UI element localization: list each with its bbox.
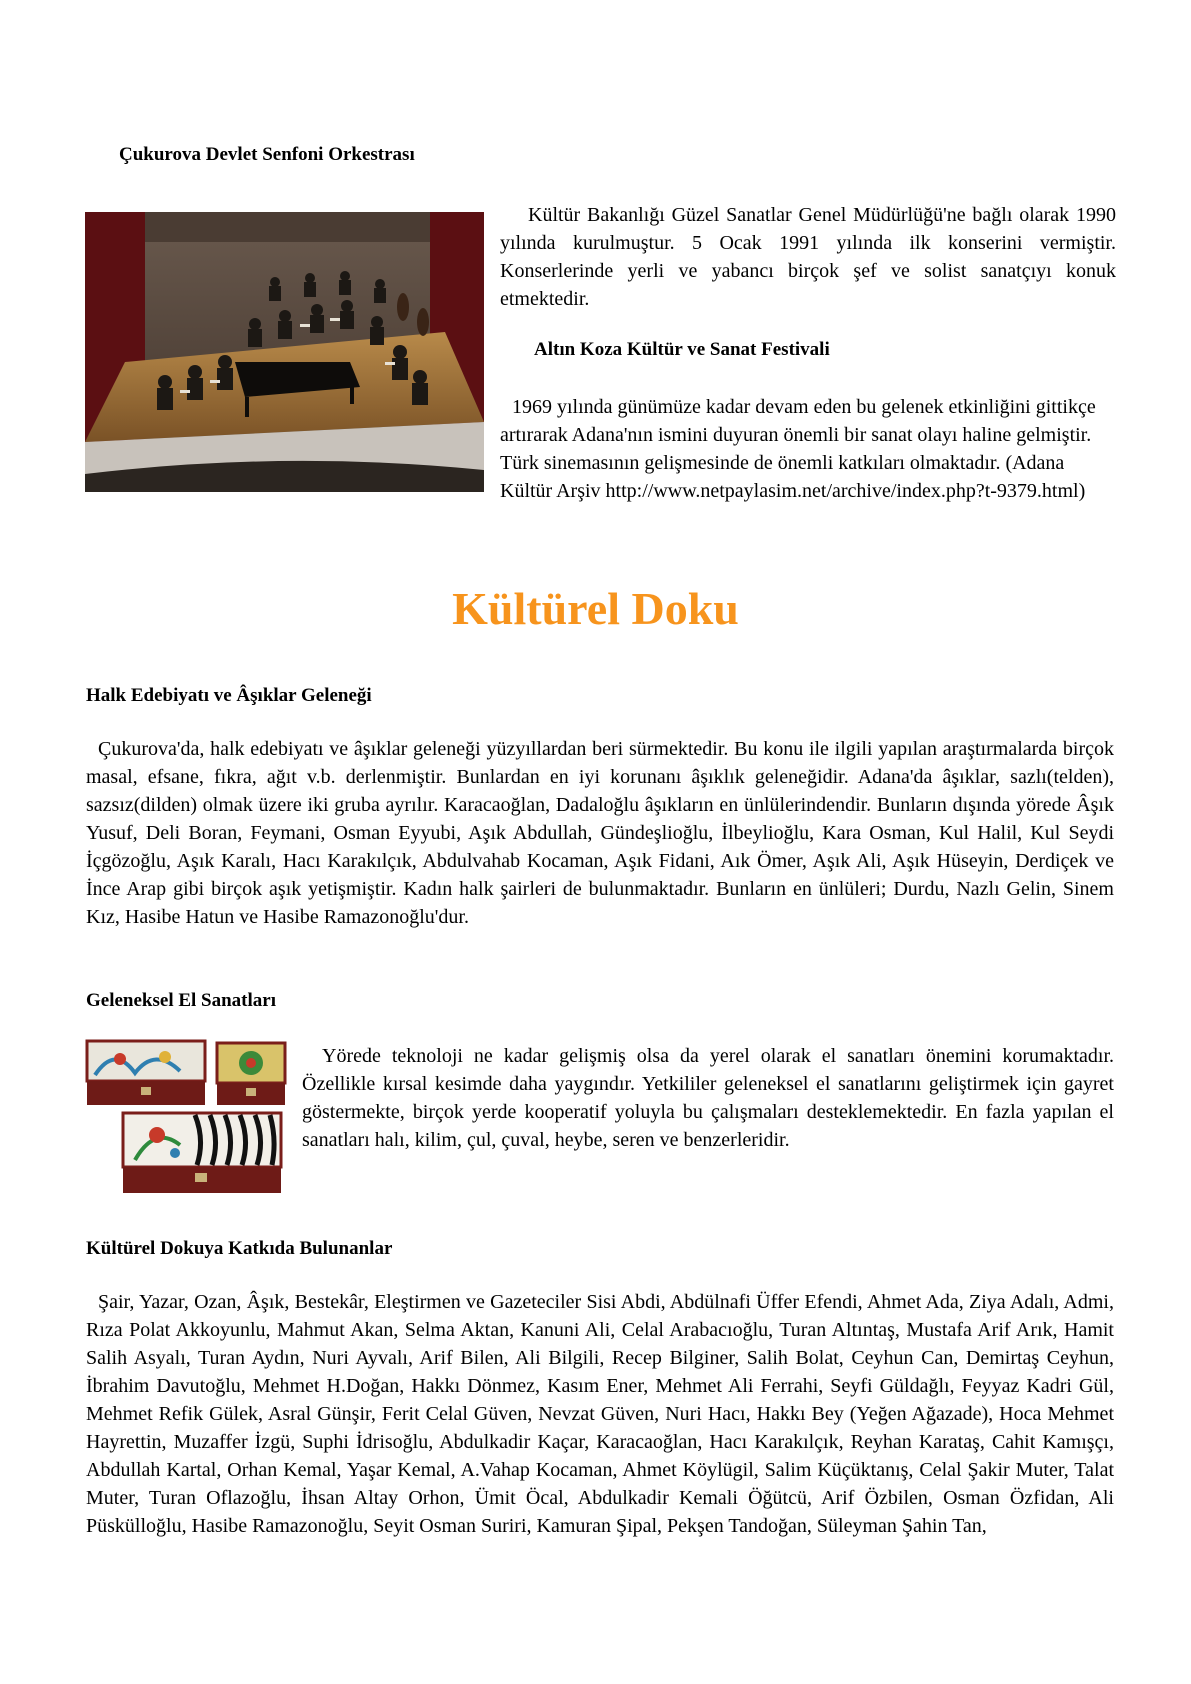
page-title: Kültürel Doku: [452, 583, 739, 634]
orchestra-paragraph: Kültür Bakanlığı Güzel Sanatlar Genel Müdürlüğü'ne bağlı olarak 1990 yılında kurulmuştur. 5 Ocak 1991 yılında ilk konserini vermiştir. Konserlerinde yerli ve yabancı birçok şef ve solist sanatçıyı konuk etmektedir.: [500, 204, 1116, 310]
orchestra-heading: Çukurova Devlet Senfoni Orkestrası: [119, 144, 415, 165]
festival-paragraph: 1969 yılında günümüze kadar devam eden bu gelenek etkinliğini gittikçe artırarak Adana'nın ismini duyuran önemli bir sanat olayı haline gelmiştir. Türk sinemasının gelişmesinde de önemli katkıları olmaktadır. (Adana Kültür Arşiv http://www.netpaylasim.net/archive/index.php?t-9379.html): [500, 396, 1096, 502]
contributors-paragraph: Şair, Yazar, Ozan, Âşık, Bestekâr, Eleştirmen ve Gazeteciler Sisi Abdi, Abdülnafi Üffer Efendi, Ahmet Ada, Ziya Adalı, Admi, Rıza Polat Akkoyunlu, Mahmut Akan, Selma Aktan, Kanuni Ali, Celal Arabacıoğlu, Turan Altıntaş, Mustafa Arif Arık, Hamit Salih Asyalı, Turan Aydın, Nuri Ayvalı, Arif Bilen, Ali Bilgili, Recep Bilginer, Salih Bolat, Ceyhun Can, Demirtaş Ceyhun, İbrahim Davutoğlu, Mehmet H.Doğan, Hakkı Dönmez, Kasım Ener, Mehmet Ali Ferrahi, Seyfi Güldağlı, Feyyaz Kadri Gül, Mehmet Refik Gülek, Asral Günşir, Ferit Celal Güven, Nevzat Güven, Nuri Hacı, Hakkı Bey (Yeğen Ağazade), Hoca Mehmet Hayrettin, Muzaffer İzgü, Suphi İdrisoğlu, Abdulkadir Kaçar, Karacaoğlan, Hacı Karakılçık, Reyhan Karataş, Cahit Kamışçı, Abdullah Kartal, Orhan Kemal, Yaşar Kemal, A.Vahap Kocaman, Ahmet Köylügil, Salim Küçüktanış, Celal Şakir Muter, Talat Muter, Turan Oflazoğlu, İhsan Altay Orhon, Ümit Öcal, Abdulkadir Kemali Öğütcü, Arif Özbilen, Osman Özfidan, Ali Püskülloğlu, Hasibe Ramazonoğlu, Seyit Osman Suriri, Kamuran Şipal, Pekşen Tandoğan, Süleyman Şahin Tan,: [86, 1291, 1114, 1537]
contributors-heading: Kültürel Dokuya Katkıda Bulunanlar: [86, 1238, 393, 1259]
crafts-paragraph: Yörede teknoloji ne kadar gelişmiş olsa da yerel olarak el sanatları önemini korumaktadır. Özellikle kırsal kesimde daha yaygındır. Yetkililer geleneksel el sanatlarını geliştirmek için gayret göstermekte, birçok yerde kooperatif yoluyla bu çalışmaları desteklemektedir. En fazla yapılan el sanatları halı, kilim, çul, çuval, heybe, seren ve benzerleridir.: [302, 1045, 1114, 1151]
crafts-photo: [85, 1035, 291, 1198]
folk-paragraph: Çukurova'da, halk edebiyatı ve âşıklar geleneği yüzyıllardan beri sürmektedir. Bu konu ile ilgili yapılan araştırmalarda birçok masal, efsane, fıkra, ağıt v.b. derlenmiştir. Bunlardan en iyi korunanı âşıklık geleneğidir. Adana'da âşıklar, sazlı(telden), sazsız(dilden) olmak üzere iki gruba ayrılır. Karacaoğlan, Dadaloğlu âşıkların en ünlülerindendir. Bunların dışında yörede Âşık Yusuf, Deli Boran, Feymani, Osman Eyyubi, Aşık Abdullah, Gündeşlioğlu, İlbeylioğlu, Kara Osman, Kul Halil, Kul Seydi İçgözoğlu, Aşık Karalı, Hacı Karakılçık, Abdulvahab Kocaman, Aşık Fidani, Aık Ömer, Aşık Ali, Aşık Hüseyin, Derdiçek ve İnce Arap gibi birçok aşık yetişmiştir. Kadın halk şairleri de bulunmaktadır. Bunların en ünlüleri; Durdu, Nazlı Gelin, Sinem Kız, Hasibe Hatun ve Hasibe Ramazonoğlu'dur.: [86, 738, 1114, 928]
crafts-heading: Geleneksel El Sanatları: [86, 990, 276, 1011]
orchestra-photo: [85, 212, 484, 492]
folk-heading: Halk Edebiyatı ve Âşıklar Geleneği: [86, 685, 372, 706]
festival-heading: Altın Koza Kültür ve Sanat Festivali: [534, 339, 830, 360]
